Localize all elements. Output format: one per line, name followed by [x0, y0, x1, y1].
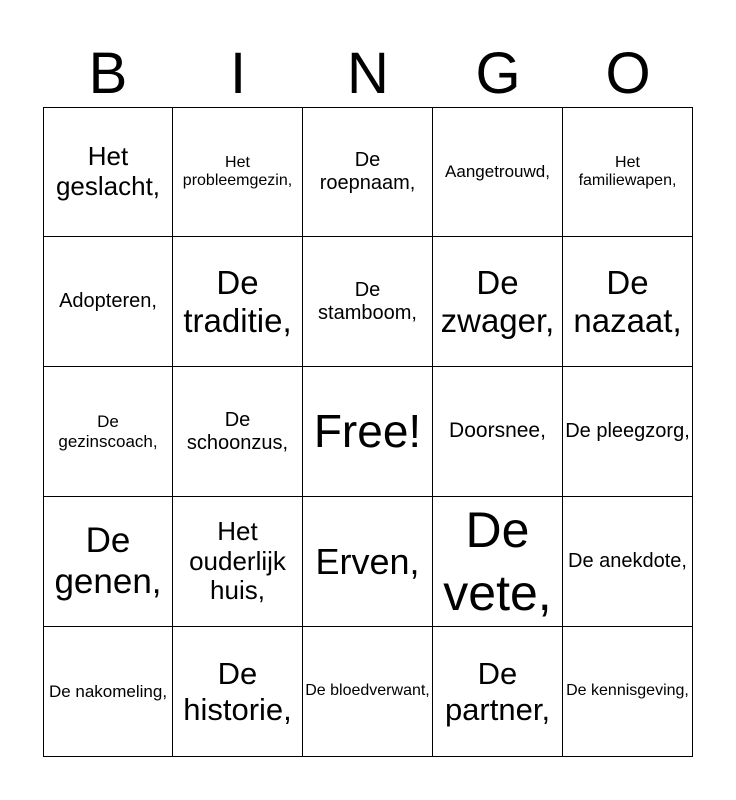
bingo-cell[interactable]: [173, 107, 303, 237]
cell-text: De schoonzus,: [186, 408, 289, 454]
bingo-cell-free[interactable]: [303, 367, 433, 497]
free-space-text: Free!: [313, 405, 422, 458]
bingo-cell[interactable]: [303, 107, 433, 237]
bingo-cell[interactable]: [43, 237, 173, 367]
bingo-cell[interactable]: [303, 497, 433, 627]
cell-text: Het geslacht,: [55, 141, 161, 201]
bingo-cell[interactable]: [433, 627, 563, 757]
bingo-cell[interactable]: [563, 107, 693, 237]
bingo-cell[interactable]: [43, 107, 173, 237]
header-letter-i: I: [229, 41, 247, 106]
cell-text: De zwager,: [440, 263, 555, 339]
cell-text: Het ouderlijk huis,: [189, 515, 286, 606]
bingo-grid: [43, 107, 693, 757]
bingo-cell[interactable]: [433, 367, 563, 497]
cell-text: Aangetrouwd,: [445, 162, 550, 182]
bingo-cell[interactable]: [563, 497, 693, 627]
cell-text: De nakomeling,: [48, 681, 168, 701]
cell-text: De vete,: [443, 502, 552, 621]
cell-text: De kennisgeving,: [566, 682, 689, 700]
bingo-cell[interactable]: [173, 367, 303, 497]
cell-text: De pleegzorg,: [565, 420, 690, 442]
cell-text: De stamboom,: [318, 278, 417, 324]
cell-text: De genen,: [54, 521, 162, 601]
header-letter-b: B: [88, 41, 128, 106]
cell-text: De historie,: [183, 655, 292, 727]
bingo-cell[interactable]: [433, 107, 563, 237]
cell-text: Doorsnee,: [449, 419, 546, 443]
cell-text: De nazaat,: [573, 263, 682, 339]
bingo-cell[interactable]: [433, 497, 563, 627]
cell-text: De traditie,: [183, 263, 292, 339]
bingo-header: [43, 40, 693, 108]
bingo-cell[interactable]: [563, 627, 693, 757]
cell-text: De partner,: [444, 655, 551, 727]
bingo-cell[interactable]: [563, 237, 693, 367]
header-letter-n: N: [347, 41, 389, 106]
cell-text: De roepnaam,: [319, 149, 416, 194]
bingo-cell[interactable]: [303, 237, 433, 367]
cell-text: Het probleemgezin,: [182, 153, 293, 189]
cell-text: Adopteren,: [59, 290, 157, 312]
bingo-cell[interactable]: [173, 627, 303, 757]
bingo-cell[interactable]: [173, 237, 303, 367]
bingo-cell[interactable]: [43, 367, 173, 497]
bingo-cell[interactable]: [563, 367, 693, 497]
bingo-cell[interactable]: [43, 627, 173, 757]
cell-text: De gezinscoach,: [58, 411, 158, 451]
bingo-cell[interactable]: [303, 627, 433, 757]
bingo-cell[interactable]: [173, 497, 303, 627]
cell-text: De anekdote,: [568, 550, 687, 572]
cell-text: Het familiewapen,: [578, 153, 677, 189]
cell-text: Erven,: [315, 540, 420, 582]
header-letter-o: O: [605, 41, 651, 106]
bingo-cell[interactable]: [43, 497, 173, 627]
bingo-cell[interactable]: [433, 237, 563, 367]
header-letter-g: G: [475, 41, 521, 106]
cell-text: De bloedverwant,: [305, 682, 430, 700]
